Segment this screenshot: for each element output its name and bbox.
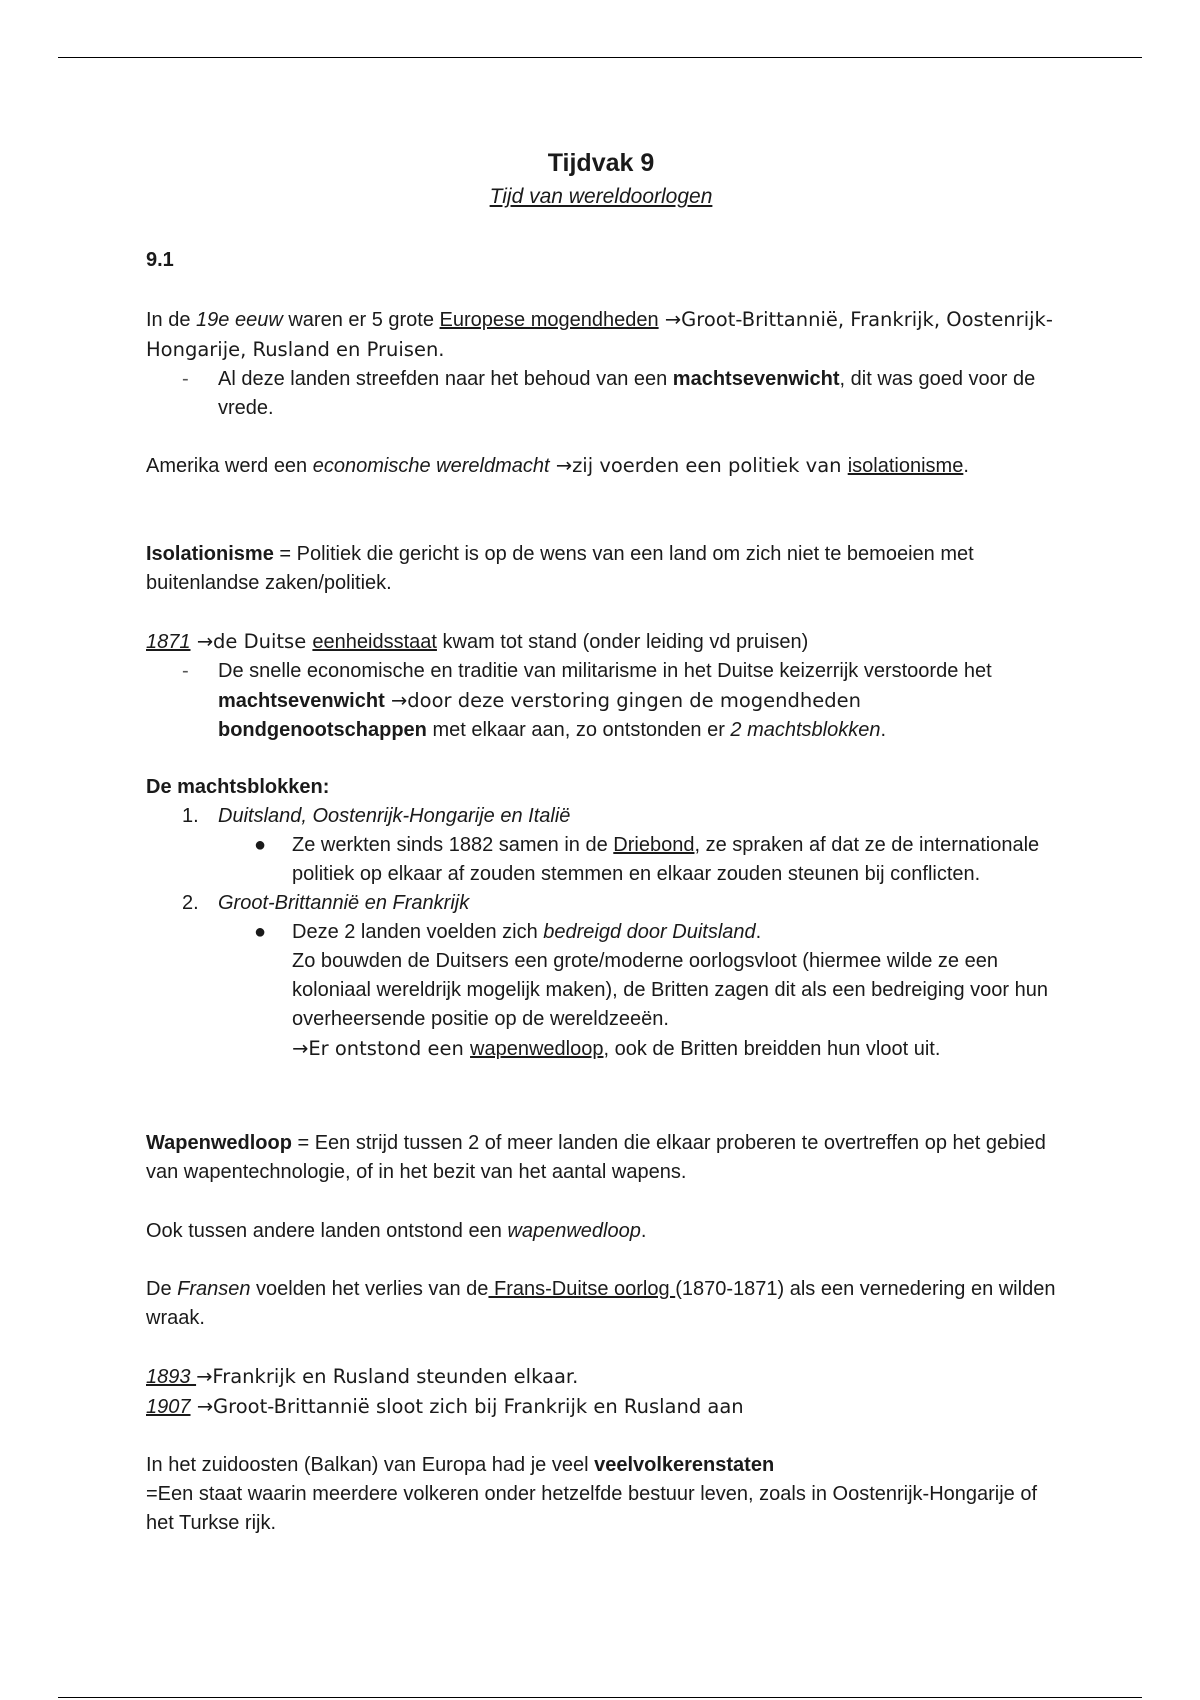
paragraph-fransen: De Fransen voelden het verlies van de Frans-Duitse oorlog (1870-1871) als een vernedering en wilden wraak. [146,1278,1056,1329]
top-rule [58,57,1142,58]
ordered-list-item-1: 1. Duitsland, Oostenrijk-Hongarije en Italië [182,805,571,827]
section-label: 9.1 [146,249,174,271]
definition-wapenwedloop: Wapenwedloop = Een strijd tussen 2 of meer landen die elkaar proberen te overtreffen op het gebied van wapentechnologie, of in het bezit van het aantal wapens. [146,1132,1046,1183]
ordered-list-item-2: 2. Groot-Brittannië en Frankrijk [182,892,470,914]
page-title: Tijdvak 9 [547,149,655,177]
machtsblokken-section [146,773,1066,1064]
bullet-dot: ● [254,921,267,943]
list-item: - De snelle economische en traditie van militarisme in het Duitse keizerrijk verstoorde het machtsevenwicht →door deze verstoring gingen de mogendheden bondgenootschappen met elkaar aan, zo ontstonden er 2 machtsblokken. [146,657,1066,745]
paragraph-1871 [146,627,1066,745]
bullet-dot: ● [254,834,267,856]
paragraph-text: In de 19e eeuw waren er 5 grote Europese mogendheden →Groot-Brittannië, Frankrijk, Oostenrijk-Hongarije, Rusland en Pruisen. [146,308,1053,361]
definition-isolationisme: Isolationisme = Politiek die gericht is op de wens van een land om zich niet te bemoeien met buitenlandse zaken/politiek. [146,543,974,594]
section-number [146,246,1066,275]
list-item: ● Deze 2 landen voelden zich bedreigd door Duitsland. Zo bouwden de Duitsers een grote/moderne oorlogsvloot (hiermee wilde ze een koloniaal wereldrijk mogelijk maken), de Britten zagen dit als een bedreiging voor hun overheersende positie op de wereldzeeën. →Er ontstond een wapenwedloop, ook de Britten breidden hun vloot uit. [146,918,1066,1064]
machtsblokken-heading: De machtsblokken: [146,776,330,798]
list-item: ● Ze werkten sinds 1882 samen in de Driebond, ze spraken af dat ze de internationale politiek op elkaar af zouden stemmen en elkaar zouden steunen bij conflicten. [146,831,1066,889]
paragraph-dates [146,1362,1066,1422]
date-line-1907: 1907 →Groot-Brittannië sloot zich bij Frankrijk en Rusland aan [146,1395,744,1418]
paragraph-ook: Ook tussen andere landen ontstond een wapenwedloop. [146,1220,647,1242]
year-1871: 1871 [146,631,191,653]
date-line-1893: 1893 →Frankrijk en Rusland steunden elkaar. [146,1365,579,1388]
definition-veelvolkerenstaten: =Een staat waarin meerdere volkeren onder hetzelfde bestuur leven, zoals in Oostenrijk-Hongarije of het Turkse rijk. [146,1483,1038,1534]
paragraph-mogendheden [146,305,1066,423]
paragraph-amerika: Amerika werd een economische wereldmacht →zij voerden een politiek van isolationisme. [146,454,969,477]
paragraph-balkan [146,1451,1066,1538]
paragraph-text: 1871 →de Duitse eenheidsstaat kwam tot stand (onder leiding vd pruisen) [146,630,809,653]
dash-bullet: - [182,368,189,390]
paragraph-text: In het zuidoosten (Balkan) van Europa had je veel veelvolkerenstaten [146,1454,775,1476]
dash-bullet: - [182,660,189,682]
page-subtitle: Tijd van wereldoorlogen [489,185,713,208]
list-item: - Al deze landen streefden naar het behoud van een machtsevenwicht, dit was goed voor de vrede. [146,365,1066,423]
bottom-rule [58,1697,1142,1698]
